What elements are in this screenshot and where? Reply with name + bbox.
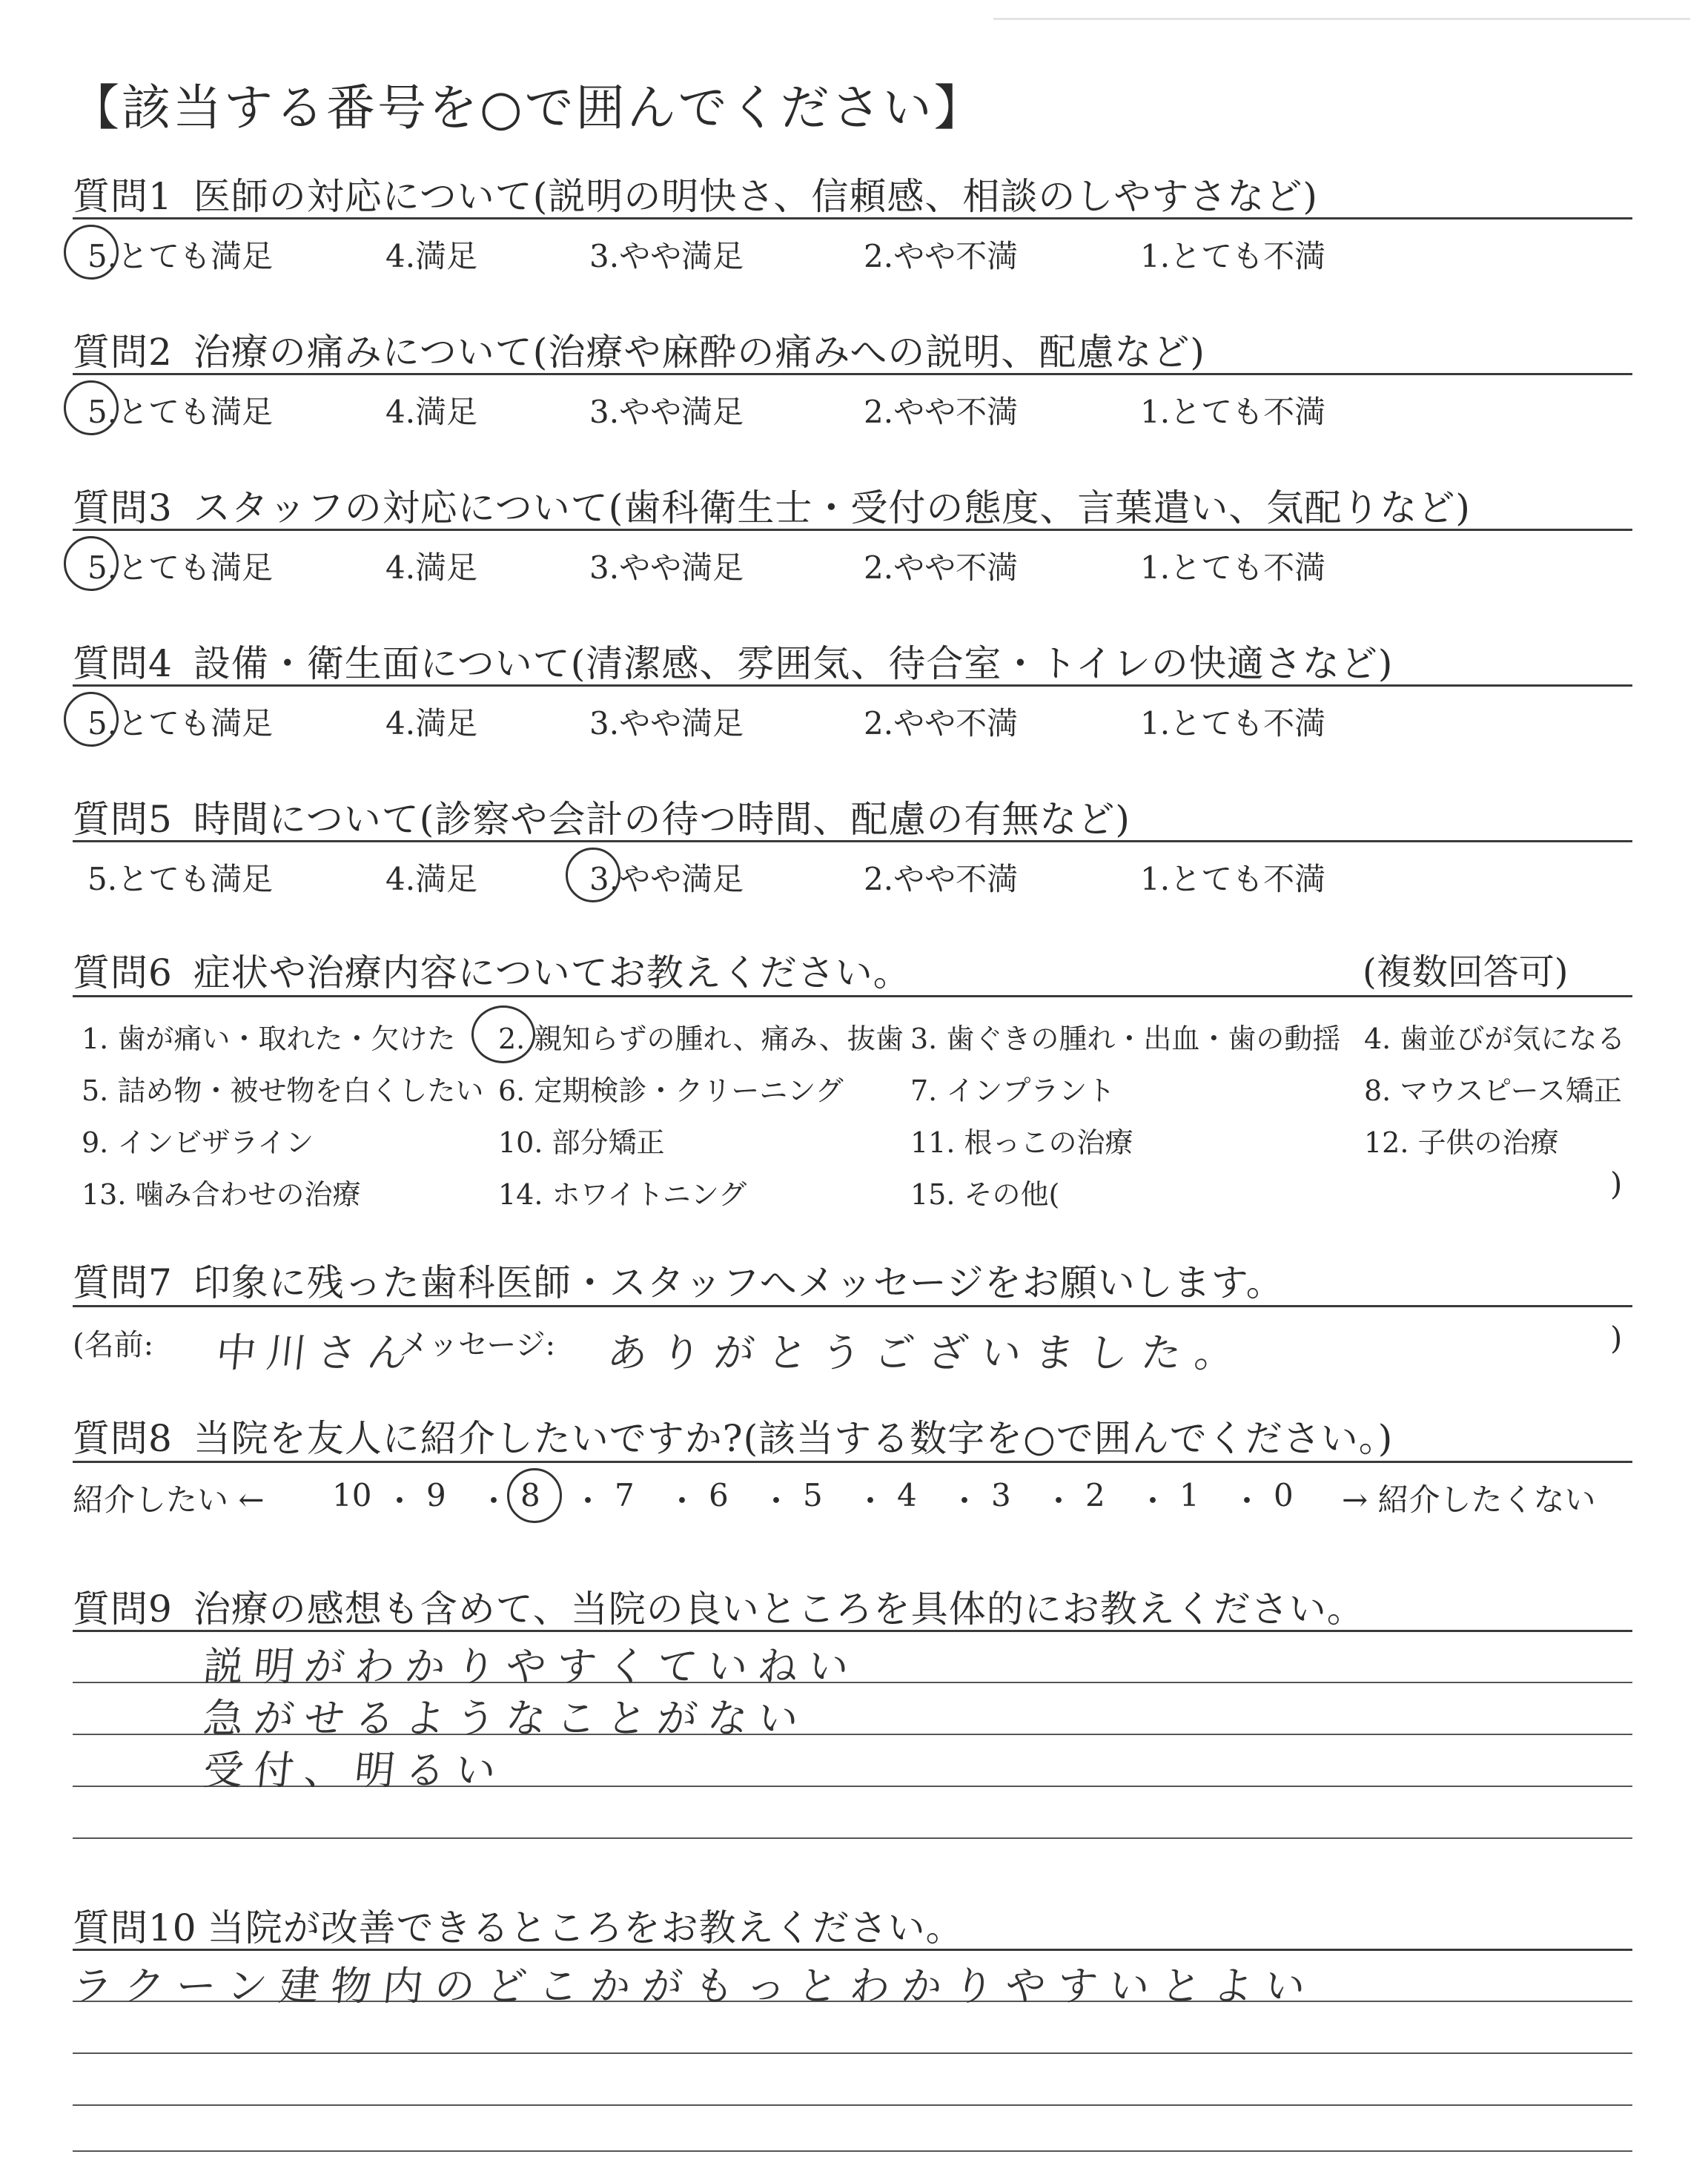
q3-text: スタッフの対応について(歯科衛生士・受付の態度、言葉遣い、気配りなど)	[193, 486, 1471, 529]
q8-separator: ・	[949, 1483, 981, 1519]
q9-title	[73, 1579, 1365, 1633]
q3-rule	[73, 529, 1632, 531]
q10-answer: ラクーン建物内のどこかがもっとわかりやすいとよい	[70, 1963, 1320, 2009]
q8-scale-value[interactable]: 0	[1274, 1477, 1294, 1513]
selection-circle	[566, 848, 620, 902]
q2-number: 質問2	[73, 331, 173, 374]
rating-option[interactable]: 1.とても不満	[1140, 394, 1326, 430]
q10-text: 当院が改善できるところをお教えください。	[207, 1906, 964, 1949]
q8-separator: ・	[761, 1483, 792, 1519]
selection-circle	[64, 692, 119, 747]
q8-scale-value[interactable]: 7	[615, 1477, 635, 1513]
q7-title	[73, 1253, 1284, 1307]
rating-option[interactable]: 5.とても満足	[87, 394, 274, 430]
q8-title	[73, 1409, 1393, 1462]
page-title: 【該当する番号を○で囲んでください】	[70, 79, 985, 136]
q5-number: 質問5	[73, 798, 173, 841]
q8-separator: ・	[1043, 1483, 1075, 1519]
rating-option[interactable]: 1.とても不満	[1140, 238, 1326, 274]
rating-option[interactable]: 4.満足	[385, 705, 478, 742]
selection-circle	[64, 536, 119, 591]
q9-writing-line	[73, 1837, 1632, 1839]
q9-number: 質問9	[73, 1588, 173, 1631]
rating-option[interactable]: 5.とても満足	[87, 861, 274, 897]
rating-option[interactable]: 5.とても満足	[87, 238, 274, 274]
q6-option[interactable]: 2. 親知らずの腫れ、痛み、抜歯	[498, 1023, 904, 1055]
q6-option[interactable]: 1. 歯が痛い・取れた・欠けた	[82, 1023, 456, 1055]
q7-text: 印象に残った歯科医師・スタッフへメッセージをお願いします。	[193, 1261, 1284, 1304]
selection-circle	[471, 1005, 535, 1063]
q8-scale-value[interactable]: 2	[1085, 1477, 1105, 1513]
selection-circle	[64, 225, 119, 280]
q8-scale-value[interactable]: 8	[520, 1477, 540, 1513]
q8-separator: ・	[572, 1483, 604, 1519]
q6-option[interactable]: 8. マウスピース矯正	[1364, 1074, 1622, 1107]
q5-text: 時間について(診察や会計の待つ時間、配慮の有無など)	[193, 798, 1131, 841]
rating-option[interactable]: 3.やや満足	[589, 549, 744, 586]
q6-text: 症状や治療内容についてお教えください。	[193, 951, 911, 994]
q4-text: 設備・衛生面について(清潔感、雰囲気、待合室・トイレの快適さなど)	[193, 642, 1394, 685]
q6-option[interactable]: 6. 定期検診・クリーニング	[498, 1074, 844, 1107]
q6-option[interactable]: 12. 子供の治療	[1364, 1126, 1559, 1159]
rating-option[interactable]: 4.満足	[385, 394, 478, 430]
rating-option[interactable]: 2.やや不満	[864, 238, 1019, 274]
rating-option[interactable]: 5.とても満足	[87, 705, 274, 742]
q8-scale-value[interactable]: 3	[991, 1477, 1011, 1513]
q1-text: 医師の対応について(説明の明快さ、信頼感、相談のしやすさなど)	[193, 175, 1318, 218]
q3-title	[73, 478, 1471, 532]
q6-option[interactable]: 7. インプラント	[910, 1074, 1116, 1107]
q6-option[interactable]: 11. 根っこの治療	[910, 1126, 1133, 1159]
q7-name-label: (名前:	[73, 1328, 154, 1362]
q10-writing-line	[73, 2150, 1632, 2152]
q6-option[interactable]: 3. 歯ぐきの腫れ・出血・歯の動揺	[910, 1023, 1341, 1055]
q3-number: 質問3	[73, 486, 173, 529]
rating-option[interactable]: 5.とても満足	[87, 549, 274, 586]
q9-text: 治療の感想も含めて、当院の良いところを具体的にお教えください。	[193, 1588, 1365, 1631]
q7-rule	[73, 1305, 1632, 1307]
q8-scale-value[interactable]: 1	[1179, 1477, 1199, 1513]
q6-option[interactable]: 4. 歯並びが気になる	[1364, 1023, 1626, 1055]
q7-message-label: メッセージ:	[399, 1328, 556, 1362]
q6-option[interactable]: 9. インビザライン	[82, 1126, 314, 1159]
q10-title	[73, 1898, 964, 1952]
q9-answer: 急がせるようなことがない	[201, 1695, 811, 1742]
q8-separator: ・	[1137, 1483, 1169, 1519]
q6-option[interactable]: 5. 詰め物・被せ物を白くしたい	[82, 1074, 484, 1107]
q8-rule	[73, 1461, 1632, 1463]
rating-option[interactable]: 2.やや不満	[864, 861, 1019, 897]
q8-number: 質問8	[73, 1417, 173, 1460]
q8-left-label: 紹介したい ←	[73, 1482, 265, 1518]
rating-option[interactable]: 1.とても不満	[1140, 705, 1326, 742]
q6-title	[73, 943, 911, 997]
q8-scale-value[interactable]: 6	[709, 1477, 729, 1513]
q8-scale-value[interactable]: 5	[803, 1477, 823, 1513]
q1-title	[73, 167, 1318, 220]
q10-rule	[73, 1949, 1632, 1951]
q5-rule	[73, 840, 1632, 842]
q6-option[interactable]: 10. 部分矯正	[498, 1126, 665, 1159]
rating-option[interactable]: 4.満足	[385, 238, 478, 274]
q9-answer: 受付、明るい	[201, 1747, 509, 1794]
q6-option[interactable]: 14. ホワイトニング	[498, 1178, 747, 1211]
q8-scale-value[interactable]: 10	[332, 1477, 372, 1513]
q4-rule	[73, 684, 1632, 687]
q6-number: 質問6	[73, 951, 173, 994]
q1-rule	[73, 217, 1632, 219]
q8-right-label: → 紹介したくない	[1342, 1482, 1596, 1518]
q8-scale-value[interactable]: 4	[897, 1477, 917, 1513]
scan-edge	[993, 18, 1690, 20]
q1-number: 質問1	[73, 175, 173, 218]
rating-option[interactable]: 1.とても不満	[1140, 861, 1326, 897]
rating-option[interactable]: 3.やや満足	[589, 861, 744, 897]
q8-separator: ・	[666, 1483, 698, 1519]
q2-title	[73, 323, 1205, 376]
q6-rule	[73, 995, 1632, 997]
q6-option[interactable]: 13. 噛み合わせの治療	[82, 1178, 361, 1211]
q9-rule	[73, 1630, 1632, 1632]
rating-option[interactable]: 2.やや不満	[864, 394, 1019, 430]
q8-scale-value[interactable]: 9	[426, 1477, 446, 1513]
rating-option[interactable]: 3.やや満足	[589, 238, 744, 274]
q10-number: 質問10	[73, 1906, 197, 1949]
q2-rule	[73, 373, 1632, 375]
rating-option[interactable]: 1.とても不満	[1140, 549, 1326, 586]
q7-message-value: ありがとうございました。	[605, 1330, 1251, 1376]
q2-text: 治療の痛みについて(治療や麻酔の痛みへの説明、配慮など)	[193, 331, 1205, 374]
q10-writing-line	[73, 2052, 1632, 2054]
q10-writing-line	[73, 2104, 1632, 2106]
rating-option[interactable]: 2.やや不満	[864, 705, 1019, 742]
q6-note: (複数回答可)	[1363, 951, 1569, 993]
rating-option[interactable]: 2.やや不満	[864, 549, 1019, 586]
q8-text: 当院を友人に紹介したいですか?(該当する数字を○で囲んでください。)	[193, 1417, 1394, 1460]
q7-number: 質問7	[73, 1261, 173, 1304]
q4-number: 質問4	[73, 642, 173, 685]
rating-option[interactable]: 4.満足	[385, 861, 478, 897]
rating-option[interactable]: 3.やや満足	[589, 705, 744, 742]
q4-title	[73, 634, 1393, 687]
q5-title	[73, 790, 1131, 843]
selection-circle	[64, 380, 119, 435]
q7-name-value: 中川さん	[214, 1330, 420, 1376]
selection-circle	[507, 1468, 562, 1523]
q8-separator: ・	[384, 1483, 416, 1519]
rating-option[interactable]: 3.やや満足	[589, 394, 744, 430]
q9-answer: 説明がわかりやすくていねい	[201, 1643, 861, 1690]
q8-separator: ・	[478, 1483, 510, 1519]
q8-separator: ・	[1231, 1483, 1263, 1519]
q6-other-close: )	[1610, 1166, 1623, 1202]
q7-close: )	[1610, 1320, 1623, 1356]
rating-option[interactable]: 4.満足	[385, 549, 478, 586]
q6-option[interactable]: 15. その他(	[910, 1178, 1060, 1211]
q8-separator: ・	[855, 1483, 887, 1519]
